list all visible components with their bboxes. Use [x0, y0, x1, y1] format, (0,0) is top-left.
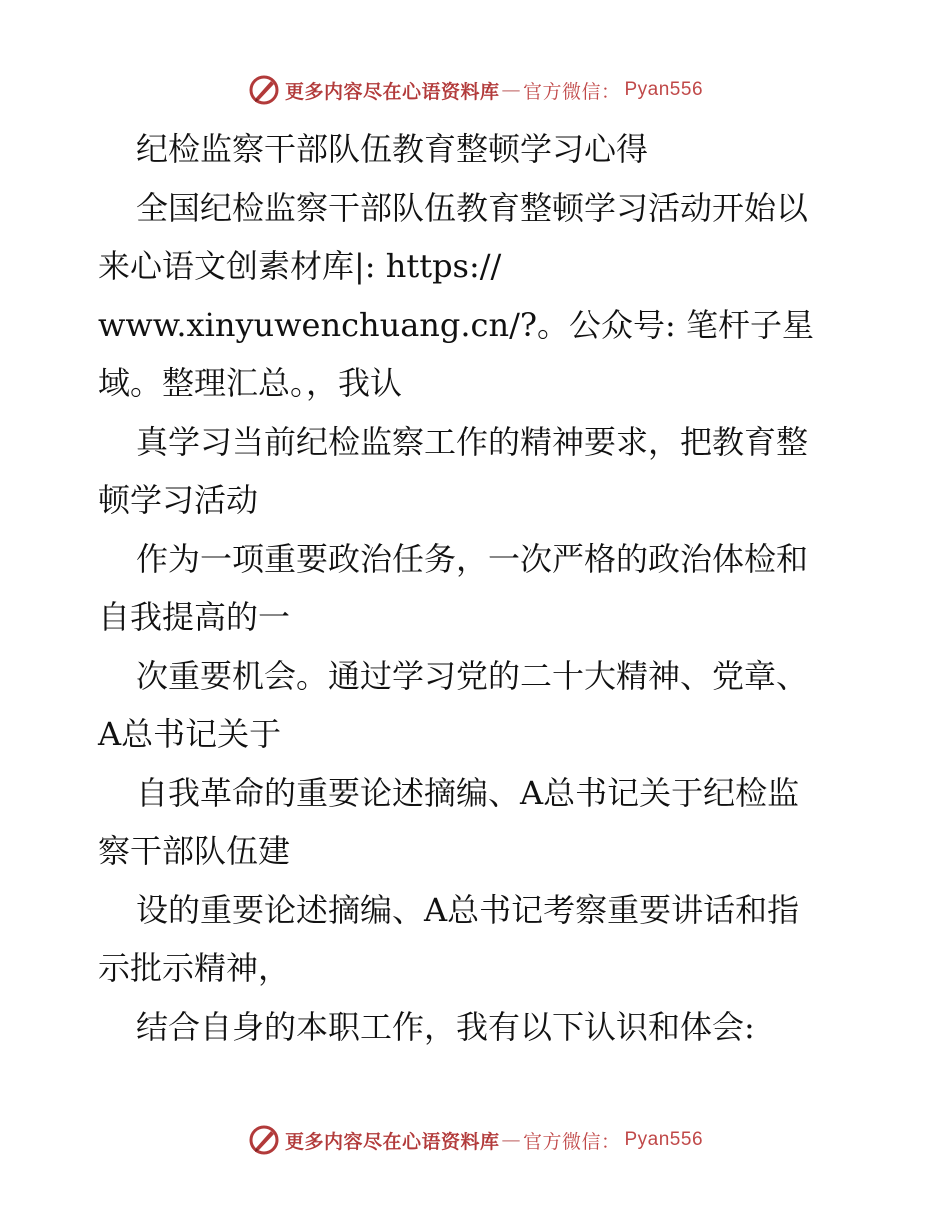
text-line: 结合自身的本职工作，我有以下认识和体会: — [136, 1007, 755, 1046]
footer-banner — [0, 1120, 950, 1160]
pen-circle-logo-icon — [247, 73, 281, 107]
banner-brand: 更多内容尽在心语资料库 — [284, 80, 500, 103]
text-line: 察干部队伍建 — [98, 832, 291, 870]
text-line: 顿学习活动 — [98, 481, 259, 519]
text-line: 设的重要论述摘编、A总书记考察重要讲话和指 — [136, 890, 800, 929]
banner-brand: 更多内容尽在心语资料库 — [284, 1130, 500, 1153]
text-line: 次重要机会。通过学习党的二十大精神、党章、 — [136, 656, 809, 695]
text-line: 全国纪检监察干部队伍教育整顿学习活动开始以 — [136, 188, 809, 227]
banner-wechat-id: Pyan556 — [624, 1129, 704, 1150]
banner-wechat-id: Pyan556 — [624, 79, 704, 100]
text-line: 域。整理汇总。，我认 — [98, 364, 403, 402]
text-line: 真学习当前纪检监察工作的精神要求，把教育整 — [136, 422, 809, 461]
text-line: 自我革命的重要论述摘编、A总书记关于纪检监 — [136, 773, 800, 812]
text-line: 作为一项重要政治任务，一次严格的政治体检和 — [136, 539, 809, 578]
text-line: 示批示精神， — [98, 949, 291, 987]
text-line: A总书记关于 — [98, 715, 282, 753]
text-line: 自我提高的一 — [98, 598, 291, 636]
pen-circle-logo-icon — [247, 1123, 281, 1157]
text-line: www.xinyuwenchuang.cn/?。公众号: 笔杆子星 — [98, 305, 814, 344]
header-banner — [0, 70, 950, 110]
document-body — [98, 120, 858, 1056]
document-title: 纪检监察干部队伍教育整顿学习心得 — [136, 130, 649, 168]
banner-separator: — — [501, 1129, 521, 1151]
banner-separator: — — [501, 79, 521, 101]
banner-contact-label: 官方微信： — [522, 80, 621, 103]
text-line: 来心语文创素材库|: https:// — [98, 247, 502, 285]
banner-contact-label: 官方微信： — [522, 1130, 621, 1153]
